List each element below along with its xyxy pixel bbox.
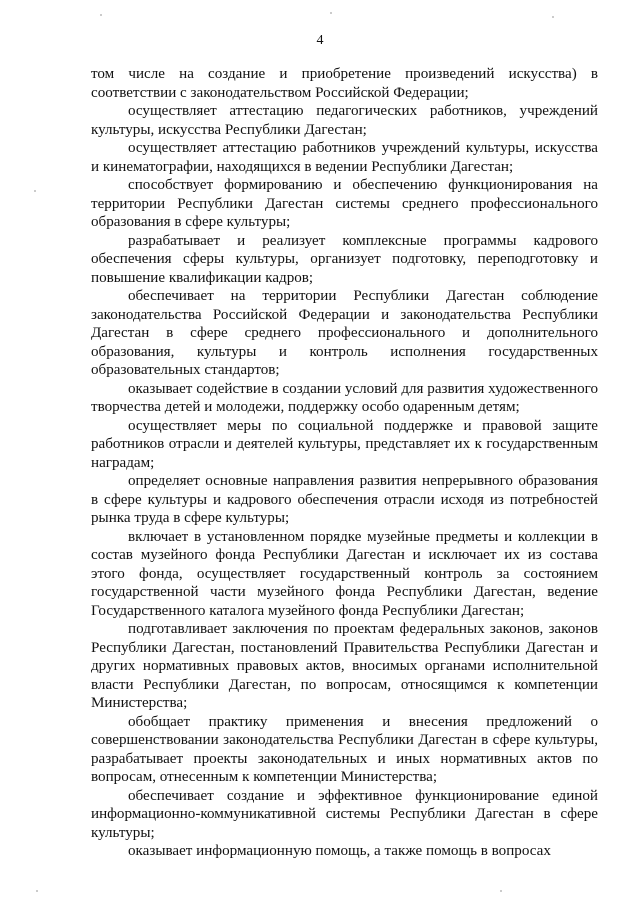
document-body [91,65,598,861]
paragraph-draft-laws: подготавливает заключения по проектам федеральных законов, законов Республики Дагестан, постановлений Правительства Республики Дагестан и других нормативных правовых актов, вносимых органами исполнительной власти Республики Дагестан, по вопросам, относящимся к компетенции Министерства; [91,621,598,711]
scan-speck [34,190,36,192]
scan-speck [552,16,554,18]
paragraph-staffing-programs: разрабатывает и реализует комплексные программы кадрового обеспечения сферы культуры, организует подготовку, переподготовку и повышение квалификации кадров; [91,232,598,286]
paragraph-attestation-pedagogical: осуществляет аттестацию педагогических работников, учреждений культуры, искусства Республики Дагестан; [91,103,598,138]
paragraph-information-assistance: оказывает информационную помощь, а также помощь в вопросах [128,843,551,859]
paragraph-legislation-compliance: обеспечивает на территории Республики Дагестан соблюдение законодательства Российской Федерации и законодательства Республики Дагестан в сфере среднего профессионального и дополнительного образования, культуры и контроль исполнения государственных образовательных стандартов; [91,288,598,378]
paragraph-information-system: обеспечивает создание и эффективное функционирование единой информационно-коммуникативной системы Республики Дагестан в сфере культуры; [91,787,598,841]
paragraph-legislation-practice: обобщает практику применения и внесения предложений о совершенствовании законодательства Республики Дагестан в сфере культуры, разрабатывает проекты законодательных и иных нормативных актов по вопросам, отнесенным к компетенции Министерства; [91,713,598,785]
scan-speck [36,890,38,892]
paragraph-continuation: том числе на создание и приобретение произведений искусства) в соответствии с законодательством Российской Федерации; [91,66,598,101]
scan-speck [100,14,102,16]
paragraph-vocational-education: способствует формированию и обеспечению функционирования на территории Республики Дагестан системы среднего профессионального образования в сфере культуры; [91,177,598,230]
scan-speck [500,890,502,892]
scan-speck [330,12,332,14]
paragraph-continuous-education: определяет основные направления развития непрерывного образования в сфере культуры и кадрового обеспечения отрасли исходя из потребностей рынка труда в сфере культуры; [91,473,598,526]
paragraph-social-support: осуществляет меры по социальной поддержке и правовой защите работников отрасли и деятелей культуры, представляет их к государственным наградам; [91,417,598,471]
paragraph-museum-fund: включает в установленном порядке музейные предметы и коллекции в состав музейного фонда Республики Дагестан и исключает их из состава этого фонда, осуществляет государственный контроль за состоянием государственной части музейного фонда Республики Дагестан, ведение Государственного каталога музейного фонда Республики Дагестан; [91,528,598,619]
paragraph-youth-creativity: оказывает содействие в создании условий для развития художественного творчества детей и молодежи, поддержку особо одаренным детям; [91,380,598,415]
paragraph-attestation-workers: осуществляет аттестацию работников учреждений культуры, искусства и кинематографии, находящихся в ведении Республики Дагестан; [91,140,598,175]
page-number: 4 [316,33,324,48]
